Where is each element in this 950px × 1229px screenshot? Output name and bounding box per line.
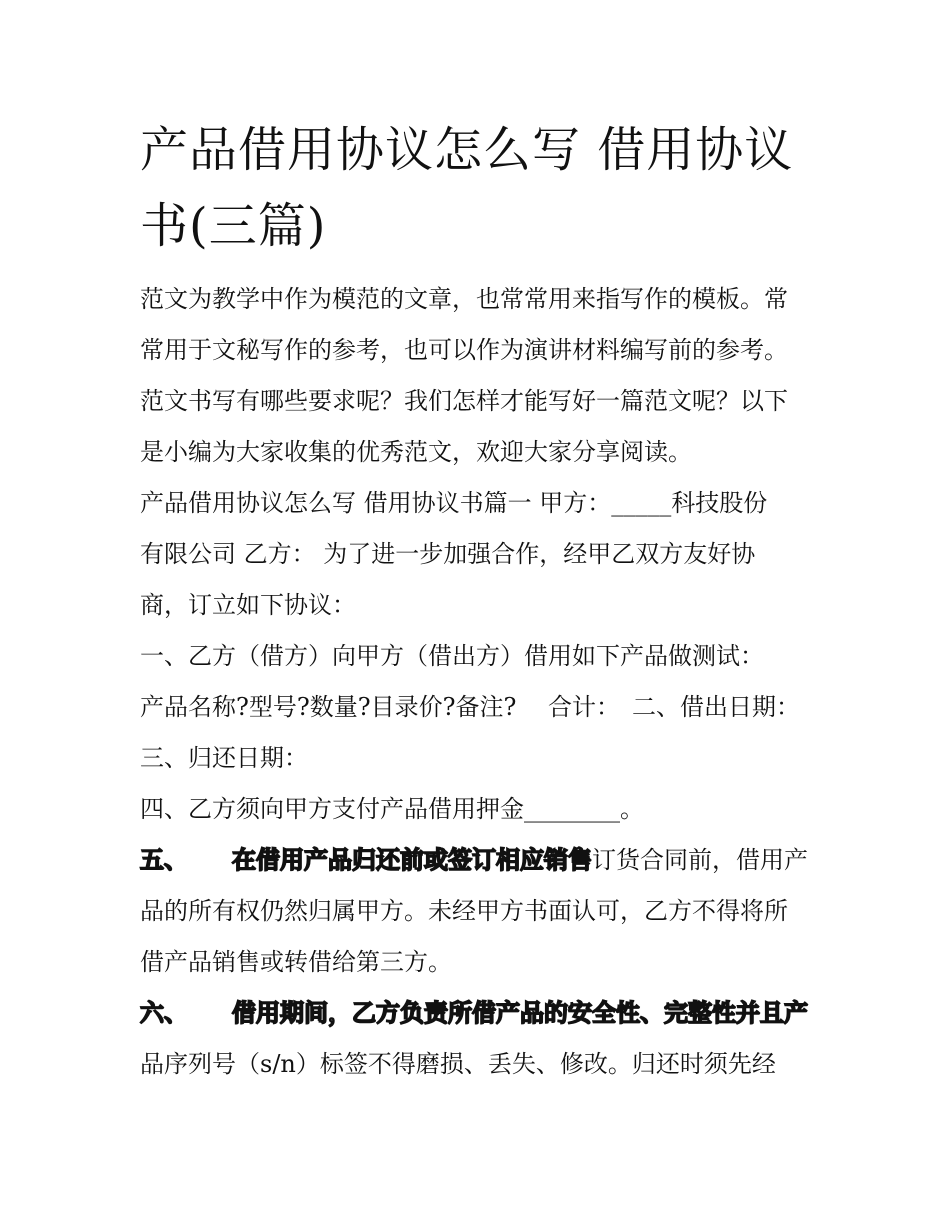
clause-4: 四、乙方须向甲方支付产品借用押金________。 (140, 795, 644, 823)
clause-6-line-2: 品序列号（s/n）标签不得磨损、丢失、修改。归还时须先经 (140, 1050, 776, 1078)
clause-5-line-2: 品的所有权仍然归属甲方。未经甲方书面认可，乙方不得将所 (140, 897, 788, 925)
clause-1-detail: 产品名称?型号?数量?目录价?备注? 合计： 二、借出日期： (140, 693, 800, 721)
section1-line-3: 商，订立如下协议： (140, 591, 356, 619)
clause-6-number: 六、 (140, 999, 188, 1027)
clause-5-outlined-text: 在借用产品归还前或签订相应销售 (232, 846, 592, 874)
document-title: 产品借用协议怎么写 借用协议书(三篇) (140, 122, 794, 254)
section1-line-1: 产品借用协议怎么写 借用协议书篇一 甲方：_____科技股份 (140, 489, 768, 517)
clause-5-number: 五、 (140, 846, 188, 874)
intro-line-4: 是小编为大家收集的优秀范文，欢迎大家分享阅读。 (140, 438, 692, 466)
clause-6-outlined-text: 借用期间，乙方负责所借产品的安全性、完整性并且产 (232, 999, 808, 1027)
intro-line-2: 常用于文秘写作的参考，也可以作为演讲材料编写前的参考。 (140, 336, 788, 364)
intro-line-1: 范文为教学中作为模范的文章，也常常用来指写作的模板。常 (140, 285, 788, 313)
clause-5-line-1 (140, 843, 820, 877)
clause-5-line-3: 借产品销售或转借给第三方。 (140, 948, 452, 976)
clause-3: 三、归还日期： (140, 744, 308, 772)
clause-1: 一、乙方（借方）向甲方（借出方）借用如下产品做测试： (140, 642, 764, 670)
clause-5-text: 订货合同前，借用产 (592, 846, 808, 874)
clause-6-line-1 (140, 996, 820, 1030)
intro-line-3: 范文书写有哪些要求呢？我们怎样才能写好一篇范文呢？以下 (140, 387, 788, 415)
section1-line-2: 有限公司 乙方： 为了进一步加强合作，经甲乙双方友好协 (140, 540, 756, 568)
